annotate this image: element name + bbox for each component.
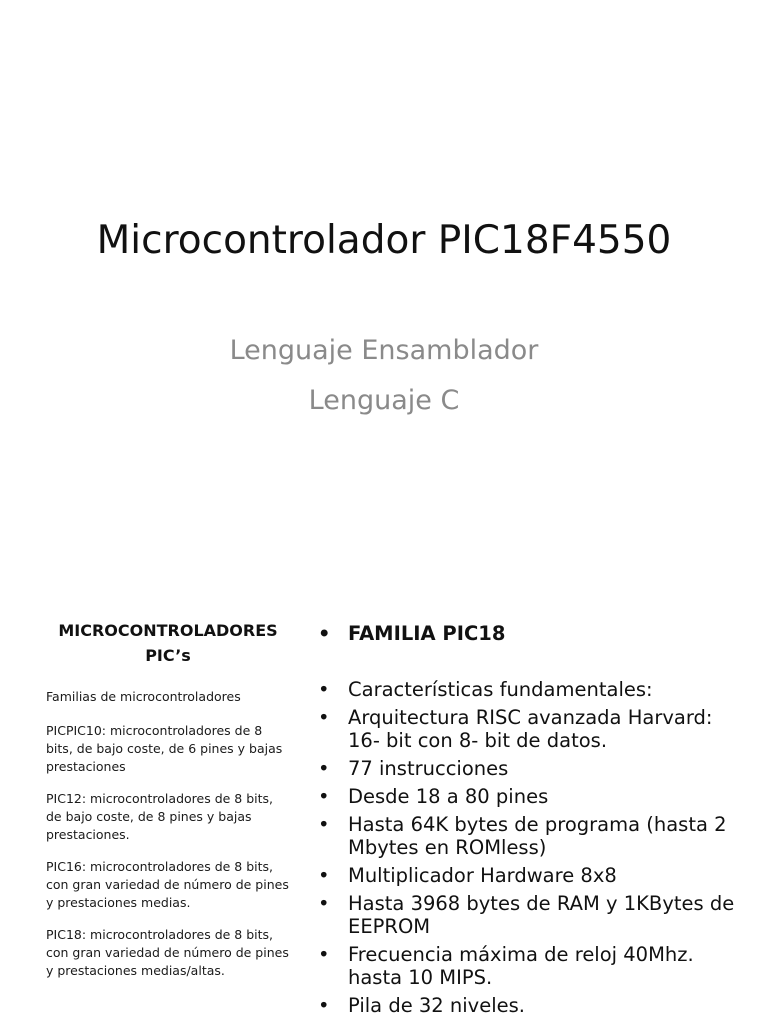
family-pic18: PIC18: microcontroladores de 8 bits, con gran variedad de número de pines y prestaciones medias/altas. [46, 927, 289, 978]
bullet-text: Multiplicador Hardware 8x8 [348, 864, 617, 887]
bullet-dot-icon: • [318, 785, 330, 808]
left-column [46, 618, 290, 994]
bullet-text: Hasta 3968 bytes de RAM y 1KBytes de EEPROM [348, 892, 735, 938]
bullet-item [318, 994, 748, 1017]
bullet-heading-text: FAMILIA PIC18 [348, 622, 506, 645]
bullet-dot-icon: • [318, 994, 330, 1017]
bullet-text: Arquitectura RISC avanzada Harvard: 16- bit con 8- bit de datos. [348, 706, 713, 752]
bullet-item [318, 864, 748, 887]
subtitle-c: Lenguaje C [308, 385, 460, 416]
bullet-text: Pila de 32 niveles. [348, 994, 525, 1017]
bullet-item [318, 678, 748, 701]
bullet-dot-icon: • [318, 943, 330, 966]
bullet-item [318, 892, 748, 938]
subtitle-assembly: Lenguaje Ensamblador [229, 335, 539, 366]
bullet-text: Frecuencia máxima de reloj 40Mhz. hasta 10 MIPS. [348, 943, 694, 989]
bullet-heading [318, 622, 748, 645]
bullet-item [318, 943, 748, 989]
right-column [318, 622, 748, 1022]
bullet-item [318, 706, 748, 752]
bullet-item [318, 813, 748, 859]
bullet-text: 77 instrucciones [348, 757, 509, 780]
slide-title: Microcontrolador PIC18F4550 [96, 218, 672, 263]
family-intro: Familias de microcontroladores [46, 689, 241, 704]
family-pic12: PIC12: microcontroladores de 8 bits, de bajo coste, de 8 pines y bajas prestaciones. [46, 791, 274, 842]
bullet-item [318, 757, 748, 780]
family-pic16: PIC16: microcontroladores de 8 bits, con gran variedad de número de pines y prestaciones medias. [46, 859, 289, 910]
bullet-item [318, 785, 748, 808]
bullet-dot-icon: • [318, 706, 330, 729]
content-slide [0, 592, 768, 1024]
bullet-text: Desde 18 a 80 pines [348, 785, 549, 808]
family-pic10: PICPIC10: microcontroladores de 8 bits, de bajo coste, de 6 pines y bajas prestaciones [46, 723, 283, 774]
bullet-dot-icon: • [318, 813, 330, 836]
bullet-dot-icon: • [318, 864, 330, 887]
left-heading: MICROCONTROLADORES PIC’s [58, 621, 278, 665]
bullet-dot-icon: • [318, 622, 331, 645]
bullet-text: Características fundamentales: [348, 678, 653, 701]
bullet-dot-icon: • [318, 892, 330, 915]
bullet-dot-icon: • [318, 678, 330, 701]
bullet-dot-icon: • [318, 757, 330, 780]
bullet-text: Hasta 64K bytes de programa (hasta 2 Mbytes en ROMless) [348, 813, 727, 859]
